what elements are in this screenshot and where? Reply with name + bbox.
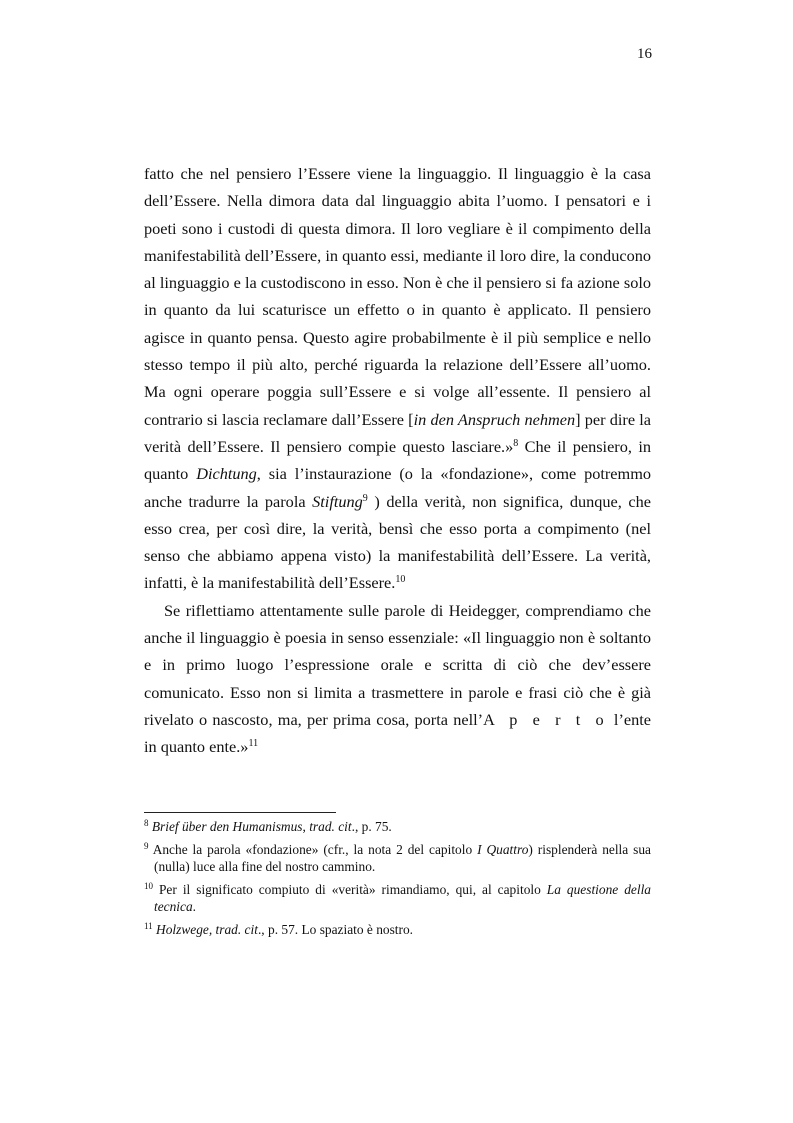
footnote-ref-9[interactable]: 9 — [362, 492, 368, 504]
footnote-8: $^8$ Brief über den Humanismus, trad. cit., p. 75. — [144, 818, 392, 834]
footnote-ref-8[interactable]: 8 — [513, 437, 519, 449]
footnote-ref-10[interactable]: 10 — [395, 574, 406, 586]
page-number: 16 — [637, 46, 652, 62]
paragraph-2: Se riflettiamo attentamente sulle parole di Heidegger, comprendiamo che anche il linguaggio è poesia in senso essenziale: «Il linguaggio non è soltanto e in primo luogo l’espressione orale e scritta di ciò che dev’essere comunicato. Esso non si limita a trasmettere in parole e frasi ciò che è già rivelato o nascosto, ma, per prima cosa, porta nell’A p e r t o l’ente in quanto ente.»$^{11}$ — [144, 600, 651, 757]
footnote-divider — [144, 812, 336, 813]
paragraph-1: fatto che nel pensiero l’Essere viene la linguaggio. Il linguaggio è la casa dell’Essere. Nella dimora data dal linguaggio abita l’uomo. I pensatori e i poeti sono i custodi di questa dimora. Il loro vegliare è il compimento della manifestabilità dell’Essere, in quanto essi, mediante il loro dire, la conducono al linguaggio e la custodiscono in esso. Non è che il pensiero si fa azione solo in quanto da lui scaturisce un effetto o in quanto è applicato. Il pensiero agisce in quanto pensa. Questo agire probabilmente è il più semplice e nello stesso tempo il più alto, perché riguarda la relazione dell’Essere all’uomo. Ma ogni operare poggia sull’Essere e si volge all’essente. Il pensiero al contrario si lascia reclamare dall’Essere [in den Anspruch nehmen] per dire la verità dell’Essere. Il pensiero compie questo lasciare.»$^8$ Che il pensiero, in quanto Dichtung, sia l’instaurazione (o la «fondazione», come potremmo anche tradurre la parola Stiftung$^9$ ) della verità, non significa, dunque, che esso crea, per così dire, la verità, bensì che esso porta a compimento (nel senso che abbiamo appena visto) la manifestabilità dell’Essere. La verità, infatti, è la manifestabilità dell’Essere.$^{10}$ — [144, 164, 652, 593]
footnote-ref-11[interactable]: 11 — [248, 738, 259, 750]
body-text — [144, 160, 651, 761]
footnote-10: $^{10}$ Per il significato compiuto di «verità» rimandiamo, qui, al capitolo La questione della tecnica. — [144, 881, 651, 914]
footnote-11: $^{11}$ Holzwege, trad. cit., p. 57. Lo spaziato è nostro. — [144, 921, 414, 937]
footnote-9: $^9$ Anche la parola «fondazione» (cfr., la nota 2 del capitolo I Quattro) risplenderà nella sua (nulla) luce alla fine del nostro cammino. — [144, 841, 651, 874]
footnotes — [144, 818, 651, 944]
